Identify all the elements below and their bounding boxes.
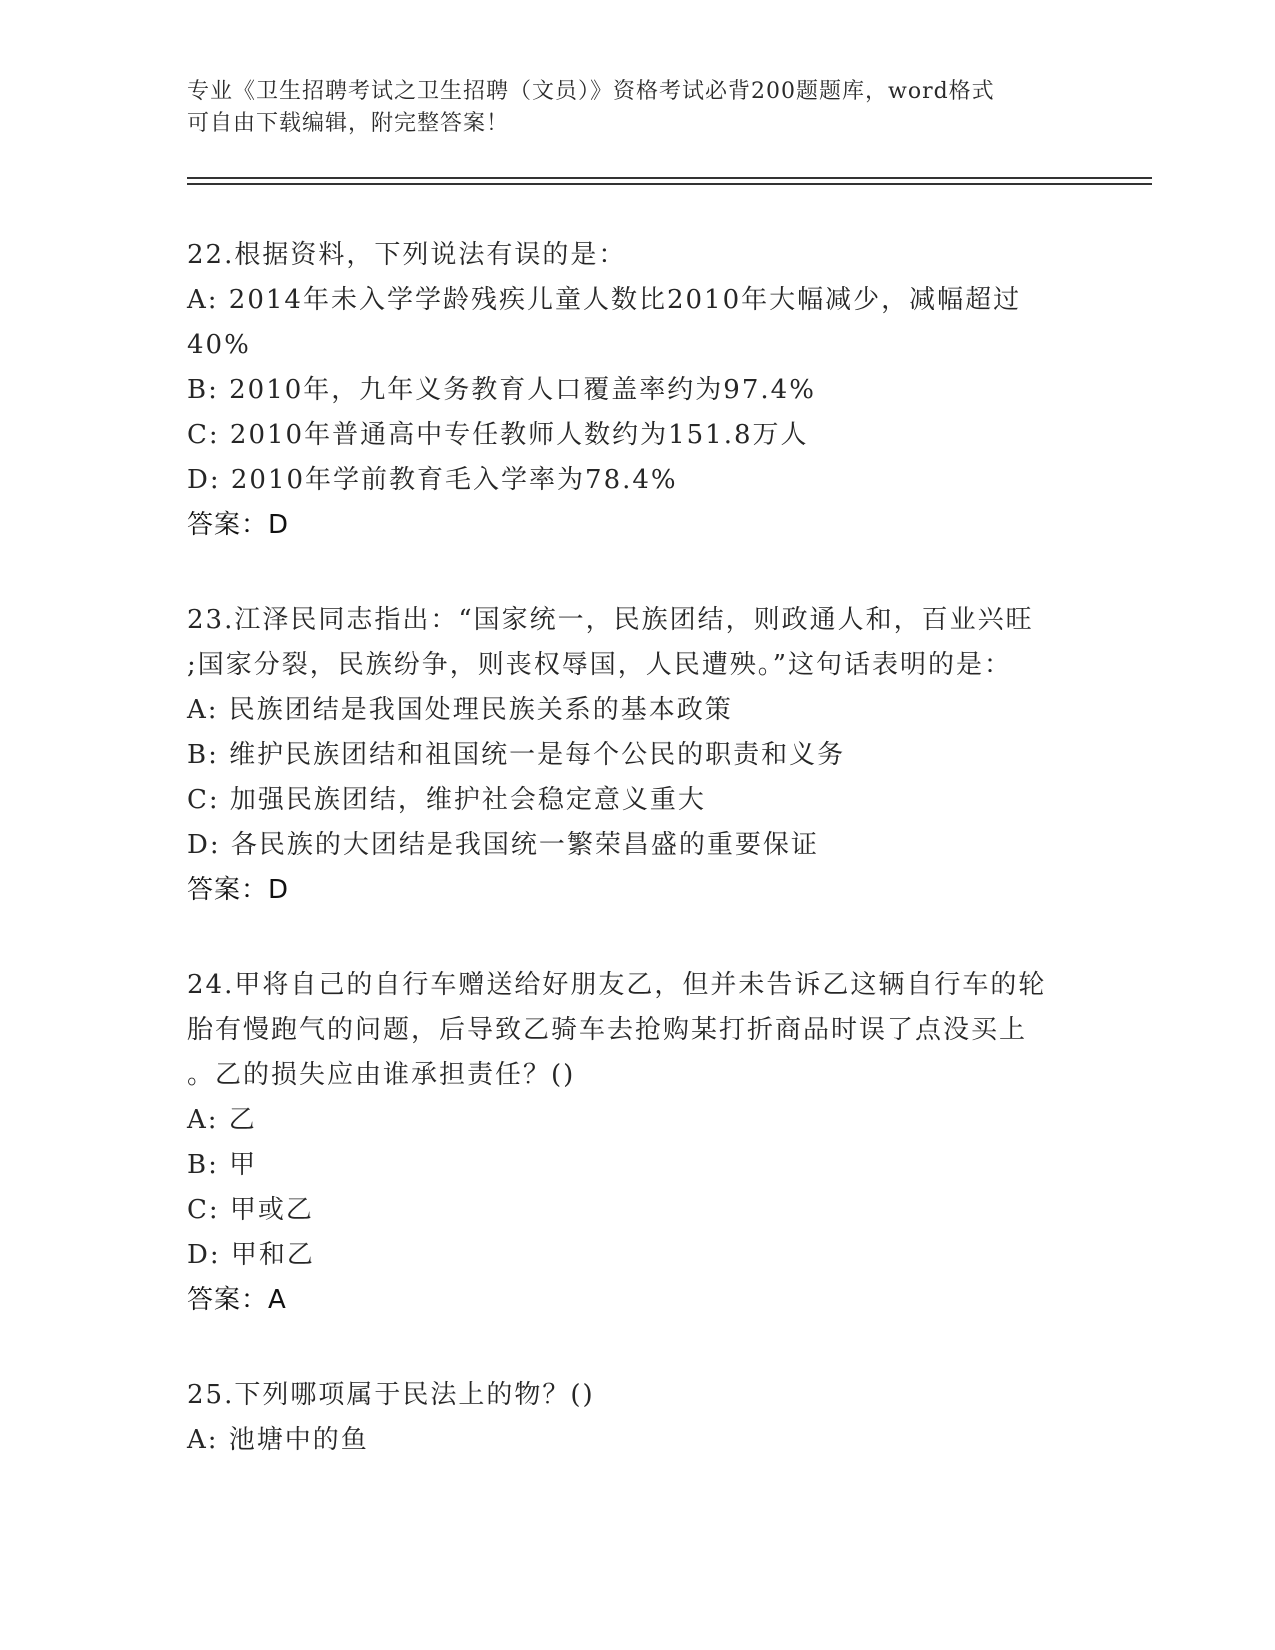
question-25 (187, 1373, 1087, 1463)
option-a: A: 2014年未入学学龄残疾儿童人数比2010年大幅减少，减幅超过 (187, 285, 1022, 315)
question-22 (187, 233, 1087, 548)
option-c: C: 2010年普通高中专任教师人数约为151.8万人 (187, 420, 809, 450)
question-stem: 22.根据资料，下列说法有误的是： (187, 240, 627, 270)
option-a: A: 民族团结是我国处理民族关系的基本政策 (187, 695, 733, 725)
option-a: A: 乙 (187, 1105, 257, 1135)
answer-line: 答案：D (187, 510, 290, 540)
option-c: C: 甲或乙 (187, 1195, 314, 1225)
document-header (187, 76, 1087, 140)
header-line-1: 专业《卫生招聘考试之卫生招聘（文员）》资格考试必背200题题库，word格式 (187, 79, 995, 104)
answer-line: 答案：D (187, 875, 290, 905)
question-stem-continued: 。乙的损失应由谁承担责任？() (187, 1060, 576, 1090)
question-stem-continued: 胎有慢跑气的问题，后导致乙骑车去抢购某打折商品时误了点没买上 (187, 1015, 1028, 1045)
option-a: A: 池塘中的鱼 (187, 1425, 369, 1455)
question-stem: 23.江泽民同志指出：“国家统一，民族团结，则政通人和，百业兴旺 (187, 605, 1034, 635)
option-a-continued: 40% (187, 330, 251, 360)
option-d: D: 各民族的大团结是我国统一繁荣昌盛的重要保证 (187, 830, 819, 860)
header-divider-top (187, 177, 1152, 179)
option-b: B: 2010年，九年义务教育人口覆盖率约为97.4% (187, 375, 816, 405)
header-line-2: 可自由下载编辑，附完整答案！ (187, 111, 510, 136)
question-23 (187, 598, 1087, 913)
question-stem: 24.甲将自己的自行车赠送给好朋友乙，但并未告诉乙这辆自行车的轮 (187, 970, 1047, 1000)
option-b: B: 维护民族团结和祖国统一是每个公民的职责和义务 (187, 740, 846, 770)
header-divider-bottom (187, 183, 1152, 185)
question-list (187, 233, 1087, 1513)
answer-line: 答案：A (187, 1285, 287, 1315)
question-stem-continued: ;国家分裂，民族纷争，则丧权辱国，人民遭殃。”这句话表明的是： (187, 650, 1013, 680)
option-b: B: 甲 (187, 1150, 258, 1180)
option-d: D: 甲和乙 (187, 1240, 315, 1270)
option-c: C: 加强民族团结，维护社会稳定意义重大 (187, 785, 706, 815)
option-d: D: 2010年学前教育毛入学率为78.4% (187, 465, 678, 495)
question-24 (187, 963, 1087, 1323)
question-stem: 25.下列哪项属于民法上的物？() (187, 1380, 595, 1410)
